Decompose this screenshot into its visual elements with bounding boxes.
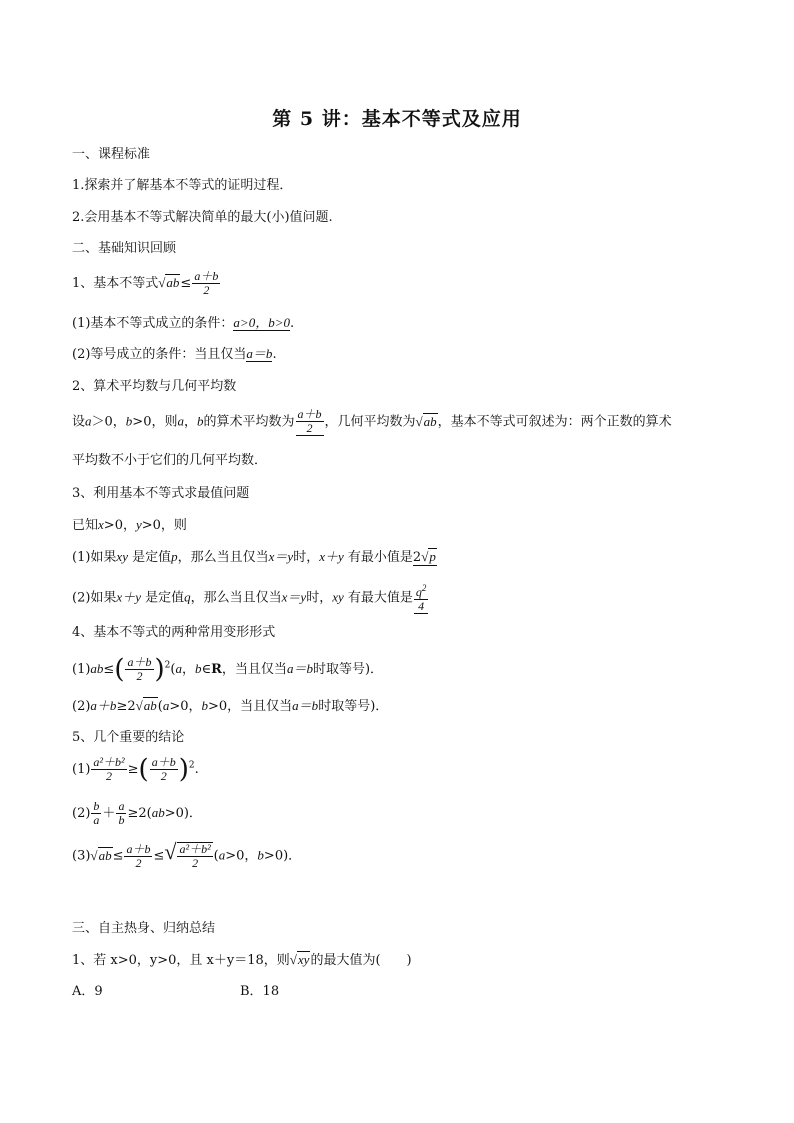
means-line-1: 设a＞0，b>0，则a，b的算术平均数为 $\frac{a+b}{2}$ ，几何平均数为√ab，基本不等式可叙述为：两个正数的算术 [72, 407, 672, 435]
section-heading-basics: 二、基础知识回顾 [72, 241, 177, 256]
condition-line: (1)基本不等式成立的条件：a>0，b>0. [72, 315, 295, 331]
conclusion-3: (3)√ab≤ $\frac{a+b}{2}$ ≤√ $\frac{\text{a²＋b²}}{2}$ (a>0，b>0)． [72, 838, 302, 870]
standard-item-2: 2.会用基本不等式解决简单的最大(小)值问题. [72, 210, 333, 225]
page-title: 第 5 讲：基本不等式及应用 [272, 108, 522, 130]
conclusion-2: (2) $\frac{b}{a}$ ＋ $\frac{a}{b}$ ≥2(ab>0)． [72, 799, 202, 827]
extrema-case-2: (2)如果x＋y 是定值q，那么当且仅当x＝y时，xy 有最大值是 $\frac{q^2}{4}$ [72, 583, 427, 613]
sqrt-ab: √ab [158, 275, 180, 290]
basic-inequality-line: 1、基本不等式√ab≤ $\frac{a+b}{2}$ [72, 269, 219, 297]
section-heading-standards: 一、课程标准 [72, 147, 151, 162]
variants-heading: 4、基本不等式的两种常用变形形式 [72, 625, 276, 640]
conclusion-1: (1) $\frac{\text{a²＋b²}}{2}$ ≥( $\frac{a+b}{2}$ )$^2$. [72, 754, 199, 785]
extrema-case-1: (1)如果xy 是定值p，那么当且仅当x＝y时，x＋y 有最小值是2√p [72, 549, 436, 565]
means-line-2: 平均数不小于它们的几何平均数． [72, 453, 268, 468]
standard-item-1: 1.探索并了解基本不等式的证明过程． [72, 178, 293, 193]
label: 1、基本不等式 [72, 276, 159, 291]
extrema-heading: 3、利用基本不等式求最值问题 [72, 486, 250, 501]
option-b[interactable]: B．18 [240, 984, 280, 999]
fraction-a-plus-b-over-2: $\frac{a+b}{2}$ [194, 269, 219, 297]
means-heading: 2、算术平均数与几何平均数 [72, 379, 237, 394]
question-1: 1、若 x>0，y>0，且 x＋y＝18，则√xy的最大值为( ) [72, 952, 412, 968]
extrema-given: 已知x>0，y>0，则 [72, 517, 187, 533]
section-heading-warmup: 三、自主热身、归纳总结 [72, 921, 216, 936]
equality-condition-line: (2)等号成立的条件：当且仅当a＝b. [72, 346, 277, 362]
option-a[interactable]: A．9 [72, 984, 103, 999]
variant-1: (1)ab≤( $\frac{a+b}{2}$ )$^2$(a，b∈R，当且仅当a＝b时取等号)． [72, 654, 384, 685]
conclusions-heading: 5、几个重要的结论 [72, 730, 185, 745]
variant-2: (2)a＋b≥2√ab(a>0，b>0，当且仅当a＝b时取等号)． [72, 698, 389, 714]
